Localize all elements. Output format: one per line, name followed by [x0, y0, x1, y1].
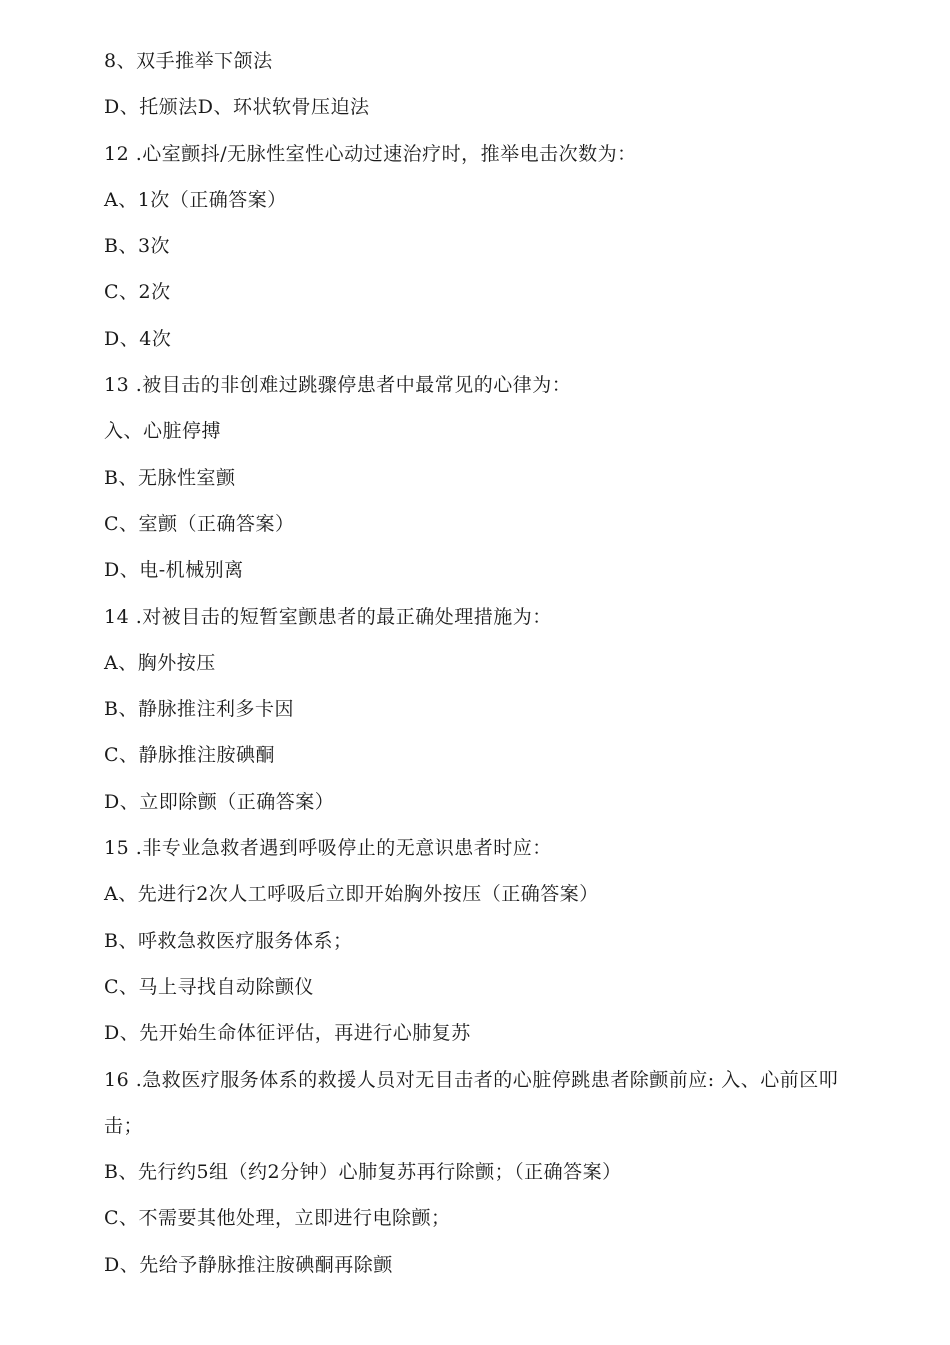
option-line: D、托颁法D、环状软骨压迫法 — [104, 96, 370, 119]
option-line: B、3次 — [104, 235, 171, 258]
question-13: 13 .被目击的非创难过跳骤停患者中最常见的心律为： — [104, 374, 572, 397]
document-body — [104, 38, 884, 1288]
option-line: A、胸外按压 — [104, 651, 216, 674]
question-14: 14 .对被目击的短暂室颤患者的最正确处理措施为： — [104, 605, 552, 628]
option-line: C、室颤（正确答案） — [104, 512, 295, 535]
question-15: 15 .非专业急救者遇到呼吸停止的无意识患者时应： — [104, 837, 552, 860]
option-line: C、静脉推注胺碘酮 — [104, 744, 276, 767]
option-line: B、静脉推注利多卡因 — [104, 698, 294, 721]
option-line: C、不需要其他处理，立即进行电除颤； — [104, 1207, 451, 1230]
option-line: B、先行约5组（约2分钟）心肺复苏再行除颤；（正确答案） — [104, 1161, 622, 1184]
option-line: B、呼救急救医疗服务体系； — [104, 929, 353, 952]
option-line: D、电-机械别离 — [104, 559, 244, 582]
option-line: C、马上寻找自动除颤仪 — [104, 975, 315, 998]
option-line: A、先进行2次人工呼吸后立即开始胸外按压（正确答案） — [104, 883, 599, 906]
option-line: B、无脉性室颤 — [104, 466, 236, 489]
option-line: D、4次 — [104, 327, 172, 350]
option-line: D、先开始生命体征评估，再进行心肺复苏 — [104, 1022, 471, 1045]
option-line: D、立即除颤（正确答案） — [104, 790, 335, 813]
option-line: C、2次 — [104, 281, 171, 304]
question-12: 12 .心室颤抖/无脉性室性心动过速治疗时，推举电击次数为： — [104, 142, 637, 165]
option-line: D、先给予静脉推注胺碘酮再除颤 — [104, 1253, 393, 1276]
option-line: 入、心脏停搏 — [104, 420, 222, 443]
question-16: 16 .急救医疗服务体系的救援人员对无目击者的心脏停跳患者除颤前应: 入、心前区叩击； — [104, 1068, 839, 1137]
option-line: 8、双手推举下颌法 — [104, 50, 273, 72]
option-line: A、1次（正确答案） — [104, 188, 287, 211]
